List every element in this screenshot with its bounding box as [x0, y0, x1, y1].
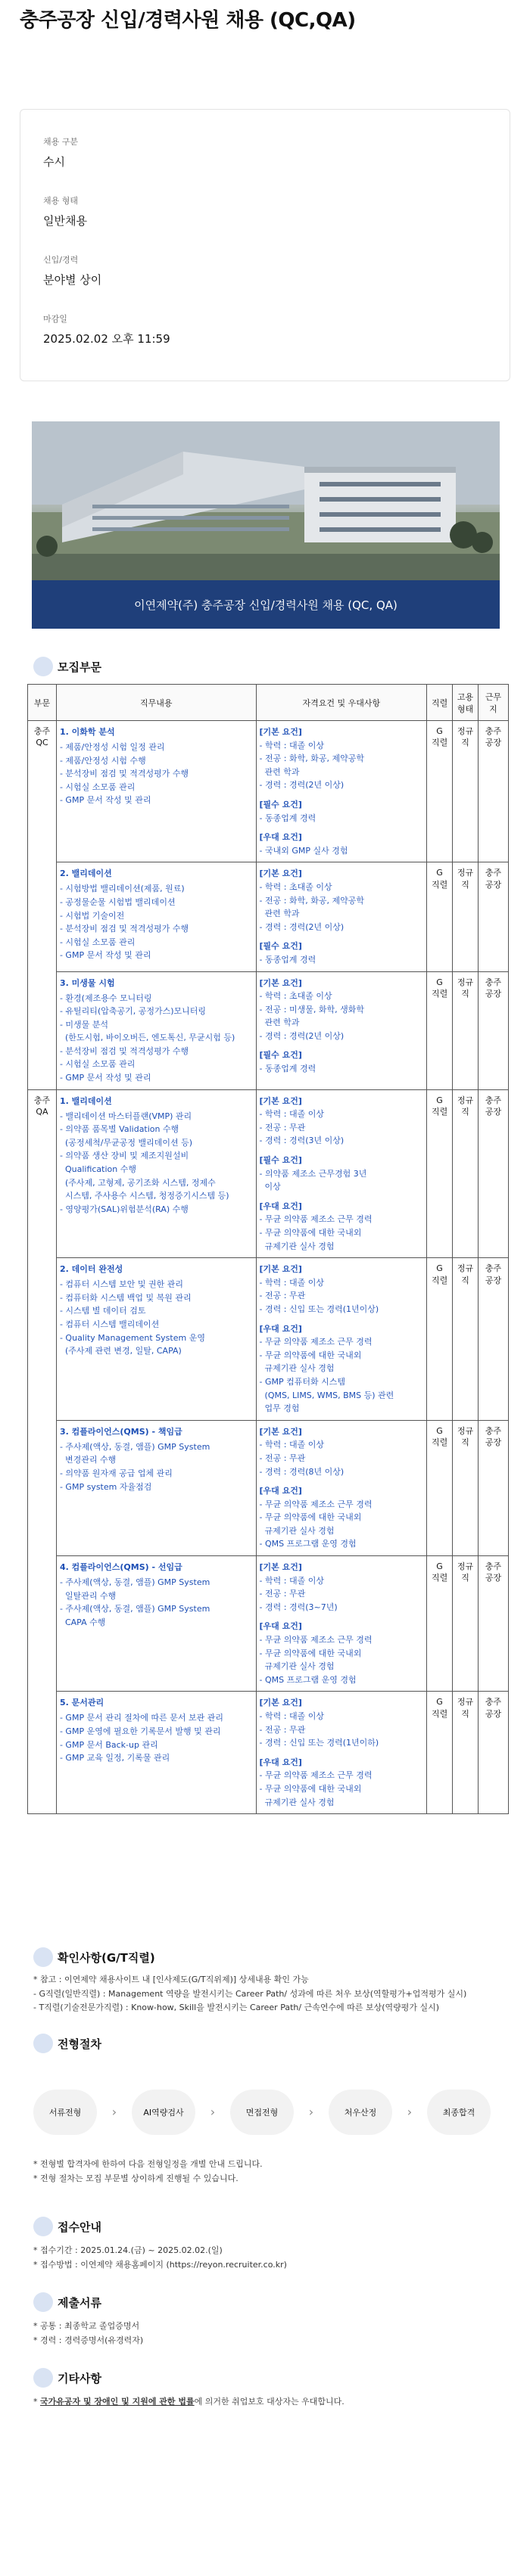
- section-title-docs: [33, 2292, 101, 2312]
- grade-cell-text: G 직렬: [431, 1095, 448, 1117]
- task-line: - 주사제(액상, 동결, 앰플) GMP System: [59, 1604, 210, 1614]
- qual-heading: [필수 요건]: [259, 1155, 302, 1166]
- employment-type-cell-text: 정규직: [457, 1263, 474, 1285]
- factory-building-image: [32, 421, 500, 580]
- qual-heading: [우대 요건]: [259, 1621, 302, 1632]
- qual-line: - 학력 : 대졸 이상: [259, 1440, 324, 1450]
- employment-type-cell-text: 정규직: [457, 868, 474, 890]
- employment-type-cell: [453, 721, 479, 862]
- table-row: [28, 721, 509, 862]
- task-line: - 의약품 원자재 공급 업체 관리: [59, 1468, 173, 1478]
- section-title-text: 전형절차: [58, 2037, 101, 2051]
- qual-heading: [기본 요건]: [259, 1698, 302, 1708]
- qual-heading: [기본 요건]: [259, 1264, 302, 1275]
- task-cell: [56, 862, 256, 971]
- section-title-text: 기타사항: [58, 2371, 101, 2385]
- task-line: - 영양평가(SAL)위험분석(RA) 수행: [59, 1204, 189, 1214]
- employment-type-cell-text: 정규직: [457, 726, 474, 748]
- location-cell-text: 충주 공장: [485, 1095, 502, 1117]
- summary-value: 수시: [43, 155, 65, 169]
- task-line: CAPA 수행: [59, 1617, 106, 1627]
- task-line: - 시험실 소모품 관리: [59, 1059, 136, 1070]
- task-line: (주사제 관련 변경, 일탈, CAPA): [59, 1346, 182, 1356]
- qual-gap: [260, 1043, 424, 1049]
- etc-highlight: 국가유공자 및 장애인 및 지원에 관한 법률: [40, 2397, 195, 2407]
- task-line: (주사제, 고형제, 공기조화 시스템, 정제수: [59, 1177, 216, 1188]
- grade-cell-text: G 직렬: [431, 1425, 448, 1448]
- qual-heading: [우대 요건]: [259, 1201, 302, 1211]
- task-title: 3. 컴플라이언스(QMS) - 책임급: [59, 1426, 182, 1437]
- task-line: - 컴퓨터 시스템 밸리데이션: [59, 1319, 160, 1329]
- task-cell: [56, 1556, 256, 1692]
- qual-line: - 학력 : 대졸 이상: [259, 1109, 324, 1120]
- qual-line: - 전공 : 화학, 화공, 제약공학 관련 학과: [259, 754, 364, 777]
- section-title-process: [33, 2034, 101, 2053]
- section-bullet-icon: [33, 2292, 53, 2312]
- summary-label: 채용 구분: [43, 137, 79, 147]
- qualification-cell: [256, 721, 427, 862]
- page-title: 충주공장 신입/경력사원 채용 (QC,QA): [20, 9, 356, 32]
- table-header: 근무지: [479, 685, 509, 721]
- task-line: - 분석장비 점검 및 적격성평가 수행: [59, 1046, 189, 1056]
- process-step: 서류전형: [33, 2090, 97, 2135]
- process-step: 최종합격: [427, 2090, 491, 2135]
- list-item: * 공통 : 최종학교 졸업증명서: [33, 2321, 140, 2331]
- location-cell-text: 충주 공장: [485, 1561, 502, 1583]
- qualification-cell: [256, 1420, 427, 1555]
- etc-note: [33, 2395, 344, 2410]
- section-title-text: 제출서류: [58, 2295, 101, 2310]
- table-header: 자격요건 및 우대사항: [256, 685, 427, 721]
- qualification-cell: [256, 1258, 427, 1421]
- qual-line: - 전공 : 무관: [259, 1589, 306, 1599]
- grade-cell-text: G 직렬: [431, 1561, 448, 1583]
- qual-gap: [260, 1750, 424, 1756]
- chevron-right-icon: ›: [407, 2105, 413, 2119]
- list-item: * 접수기간 : 2025.01.24.(금) ~ 2025.02.02.(일): [33, 2245, 223, 2255]
- division-label: 충주 QC: [33, 726, 51, 748]
- employment-type-cell-text: 정규직: [457, 1095, 474, 1117]
- qual-heading: [필수 요건]: [259, 799, 302, 809]
- section-title-apply: [33, 2217, 101, 2236]
- task-line: - GMP 문서 작성 및 관리: [59, 1073, 151, 1083]
- task-cell: [56, 971, 256, 1089]
- summary-item-career: [43, 253, 101, 287]
- task-cell: [56, 1089, 256, 1258]
- qual-line: - 무균 의약품에 대한 국내외 규제기관 실사 경험: [259, 1648, 362, 1672]
- qual-line: - 학력 : 대졸 이상: [259, 1711, 324, 1721]
- employment-type-cell: [453, 1692, 479, 1814]
- qual-heading: [기본 요건]: [259, 1562, 302, 1573]
- qual-gap: [260, 792, 424, 798]
- qual-line: - 학력 : 대졸 이상: [259, 1277, 324, 1288]
- grade-cell: [427, 1258, 453, 1421]
- grade-cell-text: G 직렬: [431, 977, 448, 999]
- task-line: - 의약품 품목별 Validation 수행: [59, 1124, 179, 1135]
- qual-line: - 전공 : 무관: [259, 1453, 306, 1463]
- task-cell: [56, 721, 256, 862]
- table-header: 직렬: [427, 685, 453, 721]
- task-line: - GMP 문서 작성 및 관리: [59, 795, 151, 806]
- task-line: - 컴퓨터 시스템 보안 및 권한 관리: [59, 1279, 184, 1290]
- qual-gap: [260, 1148, 424, 1154]
- chevron-right-icon: ›: [308, 2105, 314, 2119]
- table-row: [28, 1089, 509, 1258]
- location-cell: [479, 721, 509, 862]
- location-cell: [479, 862, 509, 971]
- employment-type-cell: [453, 862, 479, 971]
- division-cell: [28, 1089, 57, 1814]
- section-title-recruit: [33, 657, 101, 676]
- location-cell-text: 충주 공장: [485, 868, 502, 890]
- qual-gap: [260, 1194, 424, 1200]
- task-line: - 시스템 별 데이터 검토: [59, 1306, 146, 1316]
- qual-heading: [우대 요건]: [259, 1486, 302, 1496]
- qual-gap: [260, 1478, 424, 1484]
- etc-prefix: *: [33, 2397, 40, 2407]
- task-line: - 분석장비 점검 및 적격성평가 수행: [59, 924, 189, 934]
- task-title: 5. 문서관리: [59, 1698, 104, 1708]
- task-line: 시스템, 주사용수 시스템, 청정증기시스템 등): [59, 1191, 229, 1201]
- qual-line: - 동종업계 경력: [259, 1064, 316, 1074]
- section-title-text: 모집부문: [58, 660, 101, 674]
- qualification-cell: [256, 1556, 427, 1692]
- qual-heading: [기본 요건]: [259, 1426, 302, 1437]
- section-bullet-icon: [33, 2217, 53, 2236]
- qual-heading: [기본 요건]: [259, 1095, 302, 1106]
- qual-line: - 무균 의약품에 대한 국내외 규제기관 실사 경험: [259, 1512, 362, 1536]
- task-line: 변경관리 수행: [59, 1455, 117, 1465]
- task-line: - Quality Management System 운영: [59, 1332, 205, 1343]
- table-row: [28, 971, 509, 1089]
- qual-line: - QMS 프로그램 운영 경험: [259, 1674, 357, 1685]
- qualification-cell: [256, 862, 427, 971]
- list-item: * 전형 절차는 모집 부문별 상이하게 진행될 수 있습니다.: [33, 2173, 238, 2183]
- qual-line: - 경력 : 경력(2년 이상): [259, 780, 344, 791]
- task-line: - GMP 문서 Back-up 관리: [59, 1739, 158, 1750]
- table-header: 직무내용: [56, 685, 256, 721]
- qual-line: - 경력 : 경력(8년 이상): [259, 1466, 344, 1477]
- table-header: 고용 형태: [453, 685, 479, 721]
- section-bullet-icon: [33, 1947, 53, 1967]
- qual-line: - 무균 의약품에 대한 국내외 규제기관 실사 경험: [259, 1228, 362, 1251]
- qualification-cell: [256, 971, 427, 1089]
- etc-suffix: 에 의거한 취업보호 대상자는 우대합니다.: [194, 2397, 344, 2407]
- summary-item-deadline: [43, 312, 170, 346]
- grade-cell-text: G 직렬: [431, 1263, 448, 1285]
- task-line: - 주사제(액상, 동결, 앰플) GMP System: [59, 1577, 210, 1588]
- apply-list: [33, 2244, 287, 2272]
- list-item: * 접수방법 : 이연제약 채용홈페이지 (https://reyon.recruiter.co.kr): [33, 2259, 287, 2270]
- section-title-etc: [33, 2368, 101, 2388]
- task-line: - 시험실 소모품 관리: [59, 782, 136, 792]
- grade-cell: [427, 862, 453, 971]
- task-line: - 시험방법 밸리데이션(제품, 원료): [59, 884, 185, 894]
- chevron-right-icon: ›: [111, 2105, 117, 2119]
- task-line: - GMP 교육 일정, 기록물 관리: [59, 1753, 170, 1763]
- task-line: - 의약품 생산 장비 및 제조지원설비: [59, 1151, 189, 1161]
- hero-banner-text: 이연제약(주) 충주공장 신입/경력사원 채용 (QC, QA): [32, 580, 500, 629]
- employment-type-cell-text: 정규직: [457, 1561, 474, 1583]
- employment-type-cell: [453, 1420, 479, 1555]
- task-line: (한도시험, 바이오버든, 엔도톡신, 무균시험 등): [59, 1033, 235, 1043]
- qual-heading: [필수 요건]: [259, 1050, 302, 1061]
- qual-heading: [우대 요건]: [259, 832, 302, 843]
- qual-heading: [필수 요건]: [259, 941, 302, 952]
- task-line: 일탈관리 수행: [59, 1590, 117, 1601]
- location-cell-text: 충주 공장: [485, 977, 502, 999]
- division-label: 충주 QA: [33, 1095, 51, 1117]
- list-item: * 전형별 합격자에 한하여 다음 전형일정을 개별 안내 드립니다.: [33, 2159, 263, 2169]
- task-line: - GMP 운영에 필요한 기록문서 발행 및 관리: [59, 1726, 221, 1736]
- task-line: - 공정물순물 시험법 밸리데이션: [59, 896, 176, 907]
- location-cell-text: 충주 공장: [485, 1425, 502, 1448]
- list-item: - G직렬(일반직렬) : Management 역량을 발전시키는 Career Path/ 성과에 따른 처우 보상(역할평가+업적평가 실시): [33, 1988, 467, 1999]
- table-row: [28, 1556, 509, 1692]
- employment-type-cell-text: 정규직: [457, 1425, 474, 1448]
- location-cell: [479, 1089, 509, 1258]
- table-header: 부문: [28, 685, 57, 721]
- task-line: - 미생물 분석: [59, 1019, 109, 1030]
- task-cell: [56, 1692, 256, 1814]
- qual-heading: [기본 요건]: [259, 977, 302, 988]
- employment-type-cell: [453, 1258, 479, 1421]
- qual-line: - 국내외 GMP 실사 경험: [259, 845, 348, 856]
- process-flow: [33, 2076, 506, 2149]
- task-line: - 밸리데이션 마스터플랜(VMP) 관리: [59, 1111, 192, 1121]
- list-item: * 경력 : 경력증명서(유경력자): [33, 2335, 144, 2345]
- location-cell: [479, 1556, 509, 1692]
- qual-line: - 무균 의약품 제조소 근무 경력: [259, 1499, 373, 1509]
- summary-value: 분야별 상이: [43, 273, 102, 287]
- factory-photo: [32, 421, 500, 580]
- summary-value: 일반채용: [43, 214, 87, 228]
- chevron-right-icon: ›: [210, 2105, 216, 2119]
- employment-type-cell-text: 정규직: [457, 1697, 474, 1719]
- task-cell: [56, 1420, 256, 1555]
- task-title: 3. 미생물 시험: [59, 977, 115, 988]
- qual-line: - 무균 의약품에 대한 국내외 규제기관 실사 경험: [259, 1350, 362, 1374]
- qual-line: - 동종업계 경력: [259, 813, 316, 823]
- section-bullet-icon: [33, 2368, 53, 2388]
- qual-line: - 경력 : 경력(3년 이상): [259, 1136, 344, 1146]
- table-row: [28, 1258, 509, 1421]
- location-cell-text: 충주 공장: [485, 1697, 502, 1719]
- location-cell: [479, 1692, 509, 1814]
- recruit-table: [27, 684, 509, 1814]
- process-step: 면접전형: [230, 2090, 294, 2135]
- task-line: - GMP 문서 작성 및 관리: [59, 950, 151, 961]
- qual-line: - 무균 의약품 제조소 근무 경력: [259, 1214, 373, 1225]
- task-title: 1. 이화학 분석: [59, 727, 115, 737]
- grade-cell: [427, 1089, 453, 1258]
- qual-line: - 전공 : 무관: [259, 1724, 306, 1735]
- grade-cell-text: G 직렬: [431, 868, 448, 890]
- grade-cell: [427, 1556, 453, 1692]
- hero-banner: [32, 421, 500, 629]
- summary-box: [20, 109, 510, 381]
- location-cell: [479, 1420, 509, 1555]
- section-title-check: [33, 1947, 155, 1967]
- table-row: [28, 1692, 509, 1814]
- qual-heading: [기본 요건]: [259, 869, 302, 879]
- qual-heading: [기본 요건]: [259, 727, 302, 737]
- task-cell: [56, 1258, 256, 1421]
- task-line: - GMP 문서 관리 절차에 따른 문서 보관 관리: [59, 1713, 223, 1723]
- task-line: - 제품/안정성 시험 수행: [59, 755, 146, 766]
- qual-line: - GMP 컴퓨터화 시스템 (QMS, LIMS, WMS, BMS 등) 관련 업무 경험: [259, 1376, 394, 1414]
- summary-item-form: [43, 194, 87, 228]
- employment-type-cell: [453, 1089, 479, 1258]
- table-row: [28, 1420, 509, 1555]
- summary-label: 마감일: [43, 314, 67, 324]
- qual-line: - 전공 : 무관: [259, 1291, 306, 1301]
- section-bullet-icon: [33, 657, 53, 676]
- qual-line: - 경력 : 경력(3~7년): [259, 1602, 338, 1612]
- qual-heading: [우대 요건]: [259, 1323, 302, 1334]
- qual-gap: [260, 1316, 424, 1322]
- section-title-text: 접수안내: [58, 2220, 101, 2234]
- task-title: 1. 밸리데이션: [59, 1095, 112, 1106]
- task-line: - GMP system 자율점검: [59, 1481, 152, 1492]
- grade-cell-text: G 직렬: [431, 726, 448, 748]
- task-title: 4. 컴플라이언스(QMS) - 선임급: [59, 1562, 182, 1573]
- qual-line: - 학력 : 초대졸 이상: [259, 881, 332, 892]
- summary-label: 채용 형태: [43, 196, 79, 206]
- qual-line: - 학력 : 대졸 이상: [259, 740, 324, 750]
- qual-line: - 무균 의약품 제조소 근무 경력: [259, 1337, 373, 1347]
- grade-cell: [427, 971, 453, 1089]
- recruit-table-body: [28, 721, 509, 1814]
- qualification-cell: [256, 1089, 427, 1258]
- qual-gap: [260, 934, 424, 940]
- task-line: - 시험법 기술이전: [59, 910, 125, 921]
- qualification-cell: [256, 1692, 427, 1814]
- qual-line: - 경력 : 신입 또는 경력(1년이하): [259, 1738, 379, 1748]
- task-line: (공정세척/무균공정 밸리데이션 등): [59, 1137, 193, 1148]
- location-cell: [479, 971, 509, 1089]
- grade-cell-text: G 직렬: [431, 1697, 448, 1719]
- qual-line: - 무균 의약품 제조소 근무 경력: [259, 1770, 373, 1781]
- qual-line: - 의약품 제조소 근무경험 3년 이상: [259, 1168, 367, 1192]
- employment-type-cell: [453, 971, 479, 1089]
- qual-line: - 무균 의약품에 대한 국내외 규제기관 실사 경험: [259, 1783, 362, 1807]
- qual-line: - 전공 : 화학, 화공, 제약공학 관련 학과: [259, 895, 364, 919]
- task-line: - 시험실 소모품 관리: [59, 937, 136, 947]
- task-line: - 컴퓨터화 시스템 백업 및 복원 관리: [59, 1292, 192, 1303]
- employment-type-cell: [453, 1556, 479, 1692]
- list-item: * 참고 : 이연제약 채용사이트 내 [인사제도(G/T직위제)] 상세내용 확인 가능: [33, 1975, 309, 1984]
- qual-line: - QMS 프로그램 운영 경험: [259, 1539, 357, 1549]
- task-line: - 분석장비 점검 및 적격성평가 수행: [59, 769, 189, 779]
- summary-value: 2025.02.02 오후 11:59: [43, 332, 170, 346]
- location-cell-text: 충주 공장: [485, 1263, 502, 1285]
- check-list: [33, 1973, 466, 2015]
- qual-gap: [260, 825, 424, 831]
- list-item: - T직렬(기술전문가직렬) : Know-how, Skill을 발전시키는 Career Path/ 근속연수에 따른 보상(역량평가 실시): [33, 2003, 440, 2013]
- qual-line: - 경력 : 경력(2년 이상): [259, 1030, 344, 1041]
- grade-cell: [427, 721, 453, 862]
- docs-list: [33, 2320, 143, 2348]
- qual-line: - 전공 : 무관: [259, 1122, 306, 1133]
- location-cell: [479, 1258, 509, 1421]
- task-title: 2. 데이터 완전성: [59, 1264, 123, 1275]
- task-title: 2. 밸리데이션: [59, 869, 112, 879]
- qual-line: - 학력 : 대졸 이상: [259, 1575, 324, 1586]
- task-line: - 제품/안정성 시험 일정 관리: [59, 742, 165, 752]
- qual-line: - 전공 : 미생물, 화학, 생화학 관련 학과: [259, 1004, 364, 1028]
- employment-type-cell-text: 정규직: [457, 977, 474, 999]
- task-line: - 유틸리티(압축공기, 공정가스)모니터링: [59, 1006, 207, 1017]
- task-line: - 주사제(액상, 동결, 앰플) GMP System: [59, 1441, 210, 1452]
- qual-line: - 학력 : 초대졸 이상: [259, 991, 332, 1002]
- task-line: - 환경(제조용수 모니터링: [59, 993, 152, 1003]
- process-step: 처우산정: [329, 2090, 392, 2135]
- qual-gap: [260, 1614, 424, 1620]
- task-line: Qualification 수행: [59, 1164, 136, 1175]
- qual-line: - 무균 의약품 제조소 근무 경력: [259, 1635, 373, 1645]
- division-cell: [28, 721, 57, 1090]
- section-bullet-icon: [33, 2034, 53, 2053]
- summary-label: 신입/경력: [43, 255, 79, 265]
- table-row: [28, 862, 509, 971]
- qual-line: - 동종업계 경력: [259, 954, 316, 965]
- section-title-text: 확인사항(G/T직렬): [58, 1950, 155, 1965]
- process-step: AI역량검사: [132, 2090, 195, 2135]
- grade-cell: [427, 1692, 453, 1814]
- location-cell-text: 충주 공장: [485, 726, 502, 748]
- summary-item-type: [43, 135, 78, 169]
- process-notes: [33, 2158, 263, 2186]
- qual-line: - 경력 : 경력(2년 이상): [259, 921, 344, 932]
- qual-heading: [우대 요건]: [259, 1757, 302, 1767]
- grade-cell: [427, 1420, 453, 1555]
- qual-line: - 경력 : 신입 또는 경력(1년이상): [259, 1304, 379, 1314]
- table-header-row: [28, 685, 509, 721]
